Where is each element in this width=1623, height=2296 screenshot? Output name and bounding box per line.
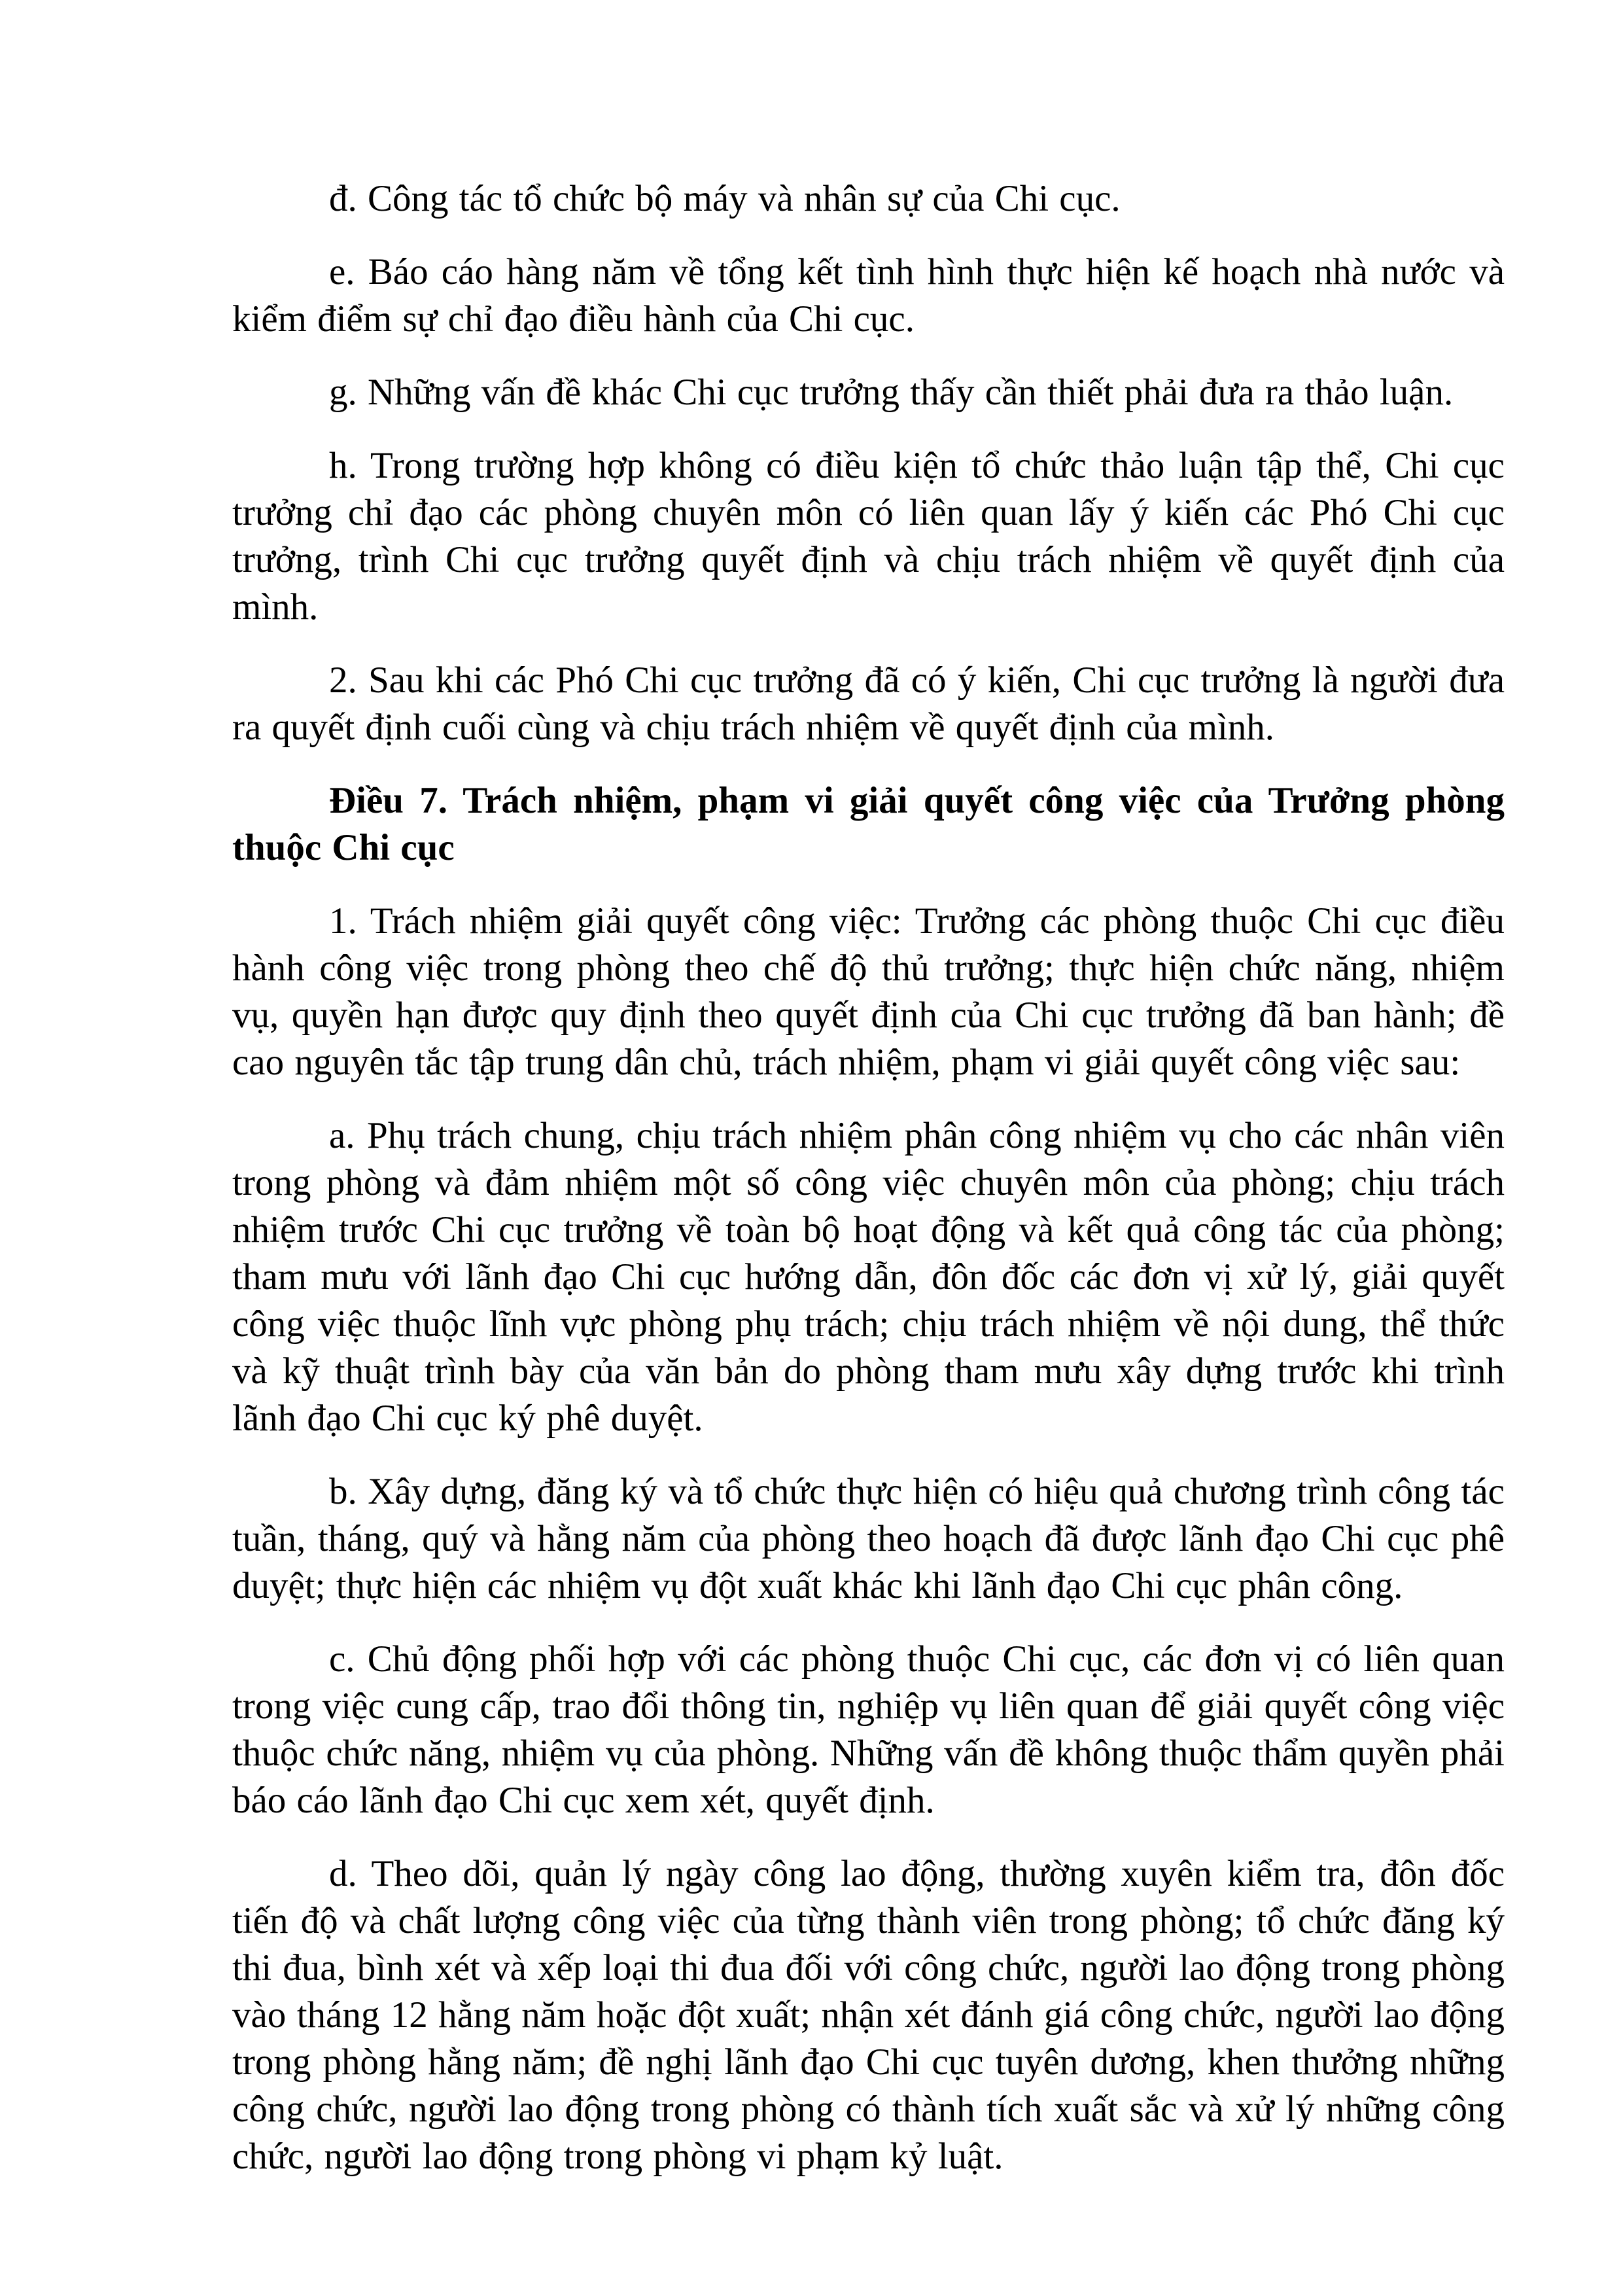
- paragraph-item-h: h. Trong trường hợp không có điều kiện tổ chức thảo luận tập thể, Chi cục trưởng chỉ đạo các phòng chuyên môn có liên quan lấy ý kiến các Phó Chi cục trưởng, trình Chi cục trưởng quyết định và chịu trách nhiệm về quyết định của mình.: [232, 445, 1505, 627]
- paragraph-item-c: c. Chủ động phối hợp với các phòng thuộc Chi cục, các đơn vị có liên quan trong việc cung cấp, trao đổi thông tin, nghiệp vụ liên quan để giải quyết công việc thuộc chức năng, nhiệm vụ của phòng. Những vấn đề không thuộc thẩm quyền phải báo cáo lãnh đạo Chi cục xem xét, quyết định.: [232, 1638, 1505, 1821]
- paragraph-item-b: b. Xây dựng, đăng ký và tổ chức thực hiện có hiệu quả chương trình công tác tuần, tháng, quý và hằng năm của phòng theo hoạch đã được lãnh đạo Chi cục phê duyệt; thực hiện các nhiệm vụ đột xuất khác khi lãnh đạo Chi cục phân công.: [232, 1471, 1505, 1606]
- paragraph-item-2: 2. Sau khi các Phó Chi cục trưởng đã có ý kiến, Chi cục trưởng là người đưa ra quyết định cuối cùng và chịu trách nhiệm về quyết định của mình.: [232, 660, 1505, 748]
- text-block: [232, 175, 1505, 2206]
- paragraph-item-1: 1. Trách nhiệm giải quyết công việc: Trưởng các phòng thuộc Chi cục điều hành công việc trong phòng theo chế độ thủ trưởng; thực hiện chức năng, nhiệm vụ, quyền hạn được quy định theo quyết định của Chi cục trưởng đã ban hành; đề cao nguyên tắc tập trung dân chủ, trách nhiệm, phạm vi giải quyết công việc sau:: [232, 900, 1505, 1083]
- paragraph-item-d: đ. Công tác tổ chức bộ máy và nhân sự của Chi cục.: [329, 178, 1121, 219]
- paragraph-item-a: a. Phụ trách chung, chịu trách nhiệm phân công nhiệm vụ cho các nhân viên trong phòng và đảm nhiệm một số công việc chuyên môn của phòng; chịu trách nhiệm trước Chi cục trưởng về toàn bộ hoạt động và kết quả công tác của phòng; tham mưu với lãnh đạo Chi cục hướng dẫn, đôn đốc các đơn vị xử lý, giải quyết công việc thuộc lĩnh vực phòng phụ trách; chịu trách nhiệm về nội dung, thể thức và kỹ thuật trình bày của văn bản do phòng tham mưu xây dựng trước khi trình lãnh đạo Chi cục ký phê duyệt.: [232, 1115, 1505, 1439]
- heading-dieu-7: Điều 7. Trách nhiệm, phạm vi giải quyết công việc của Trưởng phòng thuộc Chi cục: [232, 780, 1505, 868]
- paragraph-item-d-theo-doi: d. Theo dõi, quản lý ngày công lao động, thường xuyên kiểm tra, đôn đốc tiến độ và chất lượng công việc của từng thành viên trong phòng; tổ chức đăng ký thi đua, bình xét và xếp loại thi đua đối với công chức, người lao động trong phòng vào tháng 12 hằng năm hoặc đột xuất; nhận xét đánh giá công chức, người lao động trong phòng hằng năm; đề nghị lãnh đạo Chi cục tuyên dương, khen thưởng những công chức, người lao động trong phòng có thành tích xuất sắc và xử lý những công chức, người lao động trong phòng vi phạm kỷ luật.: [232, 1853, 1505, 2177]
- paragraph-item-e: e. Báo cáo hàng năm về tổng kết tình hình thực hiện kế hoạch nhà nước và kiểm điểm sự chỉ đạo điều hành của Chi cục.: [232, 251, 1505, 340]
- paragraph-item-g: g. Những vấn đề khác Chi cục trưởng thấy cần thiết phải đưa ra thảo luận.: [329, 372, 1454, 413]
